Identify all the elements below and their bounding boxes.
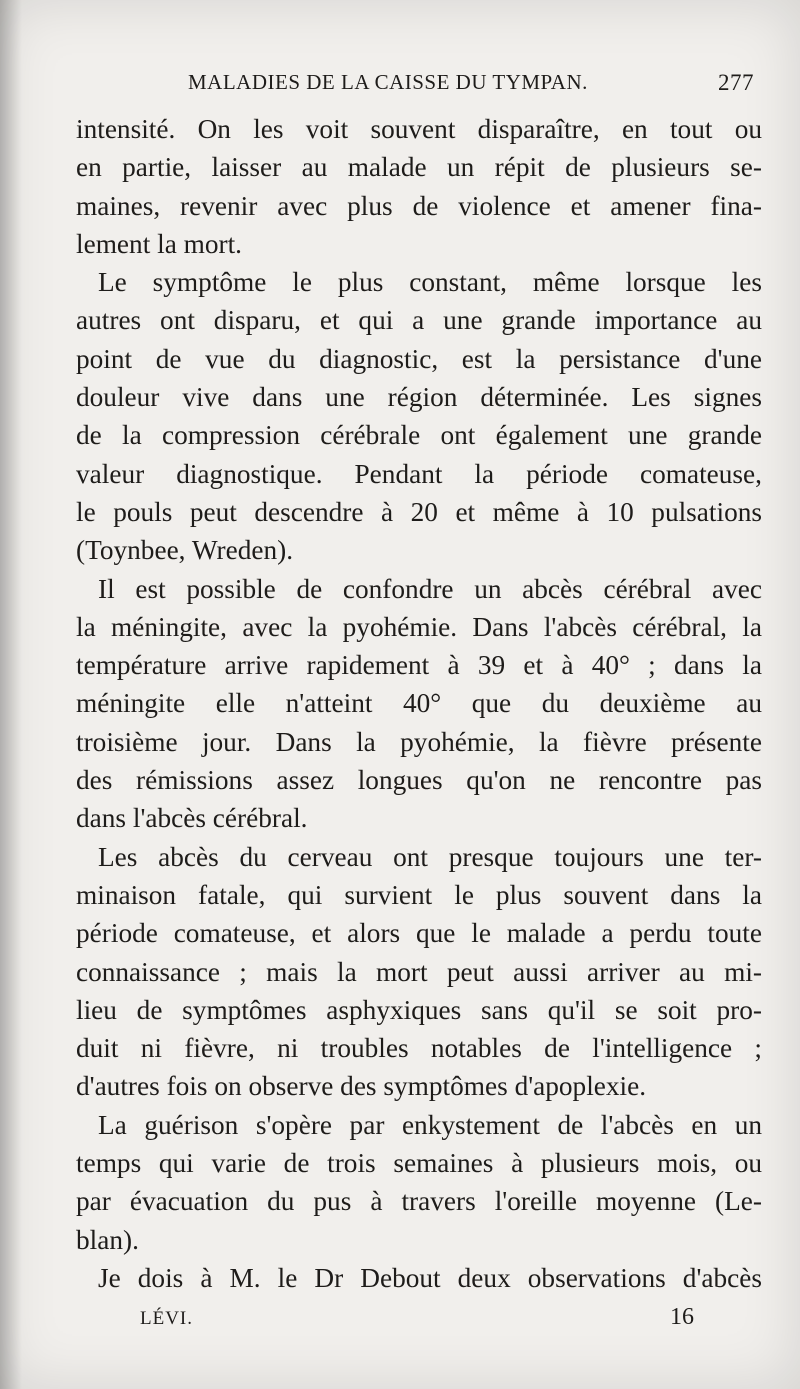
text-line: en partie, laisser au malade un répit de plusieurs se- bbox=[76, 152, 762, 183]
text-line: température arrive rapidement à 39 et à 40° ; dans la bbox=[76, 650, 762, 681]
text-line: valeur diagnostique. Pendant la période comateuse, bbox=[76, 458, 762, 489]
text-line: temps qui varie de trois semaines à plusieurs mois, ou bbox=[76, 1148, 762, 1179]
text-line: Les abcès du cerveau ont presque toujours une ter- bbox=[98, 841, 762, 872]
text-line: Il est possible de confondre un abcès cérébral avec bbox=[98, 573, 762, 604]
text-line: point de vue du diagnostic, est la persistance d'une bbox=[76, 343, 762, 374]
text-line: des rémissions assez longues qu'on ne rencontre pas bbox=[76, 765, 762, 796]
text-line: (Toynbee, Wreden). bbox=[76, 535, 294, 566]
text-line: période comateuse, et alors que le malade a perdu toute bbox=[76, 918, 762, 949]
text-line: la méningite, avec la pyohémie. Dans l'abcès cérébral, la bbox=[76, 611, 762, 642]
text-line: duit ni fièvre, ni troubles notables de l'intelligence ; bbox=[76, 1033, 762, 1064]
text-line: lement la mort. bbox=[76, 228, 243, 259]
text-line: douleur vive dans une région déterminée. Les signes bbox=[76, 382, 762, 413]
text-line: intensité. On les voit souvent disparaître, en tout ou bbox=[76, 114, 762, 144]
text-line: lieu de symptômes asphyxiques sans qu'il se soit pro- bbox=[76, 994, 762, 1025]
running-head-title: MALADIES DE LA CAISSE DU TYMPAN. bbox=[188, 70, 588, 94]
text-line: minaison fatale, qui survient le plus souvent dans la bbox=[76, 879, 762, 910]
text-line: par évacuation du pus à travers l'oreille moyenne (Le- bbox=[76, 1186, 762, 1217]
page-number: 277 bbox=[718, 70, 754, 95]
page-footer bbox=[140, 1302, 700, 1338]
text-line: Le symptôme le plus constant, même lorsque les bbox=[98, 267, 762, 298]
text-line: de la compression cérébrale ont également une grande bbox=[76, 420, 762, 451]
body-text bbox=[76, 110, 762, 1297]
text-line: méningite elle n'atteint 40° que du deuxième au bbox=[76, 688, 762, 719]
running-head bbox=[78, 64, 764, 104]
text-line: Je dois à M. le Dr Debout deux observations d'abcès bbox=[98, 1262, 762, 1293]
signature-mark: LÉVI. bbox=[140, 1308, 194, 1329]
text-line: le pouls peut descendre à 20 et même à 10 pulsations bbox=[76, 496, 762, 527]
text-line: La guérison s'opère par enkystement de l'abcès en un bbox=[98, 1109, 762, 1140]
text-line: d'autres fois on observe des symptômes d'apoplexie. bbox=[76, 1071, 647, 1102]
spine-shadow bbox=[0, 0, 22, 1389]
text-line: connaissance ; mais la mort peut aussi arriver au mi- bbox=[76, 956, 762, 987]
text-line: dans l'abcès cérébral. bbox=[76, 803, 308, 834]
text-line: blan). bbox=[76, 1224, 139, 1255]
text-line: maines, revenir avec plus de violence et amener fina- bbox=[76, 190, 762, 221]
text-line: autres ont disparu, et qui a une grande importance au bbox=[76, 305, 762, 336]
text-line: troisième jour. Dans la pyohémie, la fièvre présente bbox=[76, 726, 762, 757]
signature-number: 16 bbox=[670, 1304, 694, 1330]
